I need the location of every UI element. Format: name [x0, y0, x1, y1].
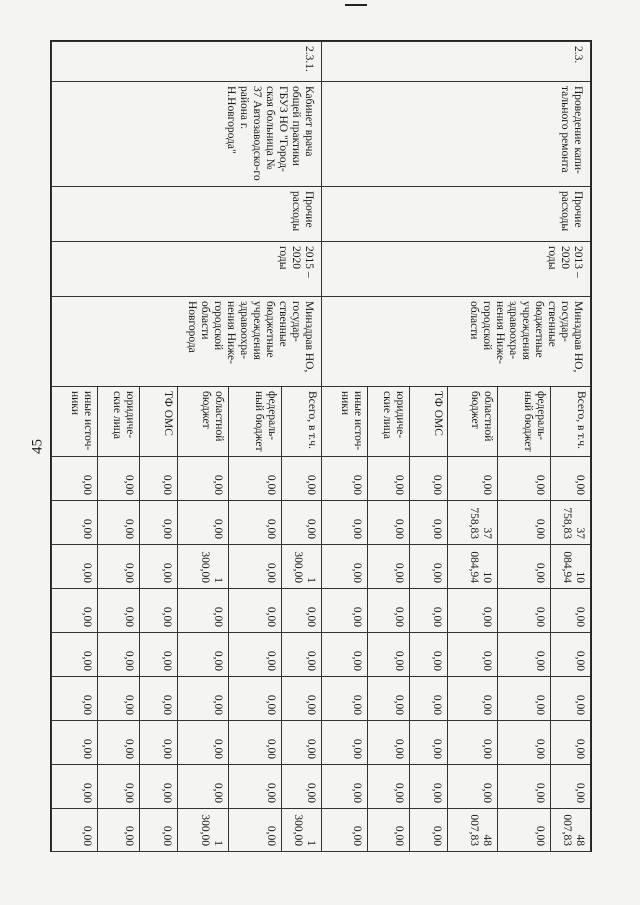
amount-cell: 0,00 [140, 677, 178, 721]
amount-cell: 0,00 [409, 589, 447, 633]
table-row [281, 42, 321, 852]
amount-cell: 0,00 [498, 677, 551, 721]
executor: Минздрав НО, государ-ственные бюджетные учреждения здравоохра-нения Ниже-городской области [321, 297, 590, 387]
period: 2013 – 2020 годы [321, 242, 590, 297]
amount-cell: 0,00 [447, 765, 498, 809]
amount-cell: 1 300,00 [178, 809, 229, 852]
page-number: 45 [29, 439, 46, 454]
amount-cell: 0,00 [498, 809, 551, 852]
amount-cell: 0,00 [228, 589, 281, 633]
funding-source: ТФ ОМС [409, 387, 447, 457]
amount-cell: 0,00 [178, 677, 229, 721]
amount-cell: 0,00 [367, 457, 409, 501]
amount-cell: 0,00 [228, 809, 281, 852]
amount-cell: 0,00 [178, 501, 229, 545]
table-row [551, 42, 591, 852]
amount-cell: 0,00 [321, 809, 367, 852]
budget-table [51, 41, 591, 852]
amount-cell: 0,00 [281, 589, 321, 633]
amount-cell: 0,00 [367, 677, 409, 721]
amount-cell: 0,00 [498, 589, 551, 633]
amount-cell: 0,00 [228, 677, 281, 721]
amount-cell: 0,00 [367, 809, 409, 852]
funding-source: областной бюджет [178, 387, 229, 457]
amount-cell: 0,00 [281, 457, 321, 501]
expense-type: Прочие расходы [321, 187, 590, 242]
amount-cell: 0,00 [281, 721, 321, 765]
funding-source: юридиче-ские лица [367, 387, 409, 457]
amount-cell: 0,00 [140, 633, 178, 677]
amount-cell: 0,00 [178, 457, 229, 501]
amount-cell: 0,00 [321, 721, 367, 765]
amount-cell: 0,00 [321, 677, 367, 721]
funding-source: иные источ-ники [321, 387, 367, 457]
amount-cell: 0,00 [178, 633, 229, 677]
amount-cell: 0,00 [409, 545, 447, 589]
amount-cell: 0,00 [52, 765, 98, 809]
funding-source: Всего, в т.ч. [281, 387, 321, 457]
amount-cell: 0,00 [281, 677, 321, 721]
funding-source: ТФ ОМС [140, 387, 178, 457]
funding-source: областной бюджет [447, 387, 498, 457]
amount-cell: 0,00 [228, 545, 281, 589]
amount-cell: 1 300,00 [281, 809, 321, 852]
amount-cell: 1 300,00 [178, 545, 229, 589]
amount-cell: 0,00 [140, 545, 178, 589]
funding-source: иные источ-ники [52, 387, 98, 457]
amount-cell: 0,00 [140, 809, 178, 852]
executor: Минздрав НО, государ-ственные бюджетные учреждения здравоохра-нения Ниже-городской области Новгорода [52, 297, 322, 387]
amount-cell: 0,00 [409, 633, 447, 677]
amount-cell: 0,00 [321, 501, 367, 545]
amount-cell: 0,00 [409, 677, 447, 721]
amount-cell: 0,00 [367, 633, 409, 677]
scan-artifact [345, 4, 367, 6]
amount-cell: 10 084,94 [447, 545, 498, 589]
amount-cell: 0,00 [98, 633, 140, 677]
amount-cell: 0,00 [498, 545, 551, 589]
amount-cell: 0,00 [498, 501, 551, 545]
amount-cell: 1 300,00 [281, 545, 321, 589]
amount-cell: 0,00 [98, 721, 140, 765]
amount-cell: 0,00 [409, 501, 447, 545]
table-sheet [50, 40, 592, 852]
amount-cell: 0,00 [551, 633, 591, 677]
amount-cell: 0,00 [140, 501, 178, 545]
amount-cell: 0,00 [551, 677, 591, 721]
amount-cell: 0,00 [140, 457, 178, 501]
amount-cell: 0,00 [98, 765, 140, 809]
amount-cell: 0,00 [52, 589, 98, 633]
amount-cell: 0,00 [98, 501, 140, 545]
amount-cell: 0,00 [52, 721, 98, 765]
amount-cell: 0,00 [228, 765, 281, 809]
amount-cell: 0,00 [52, 809, 98, 852]
amount-cell: 0,00 [52, 545, 98, 589]
amount-cell: 0,00 [409, 765, 447, 809]
funding-source: Всего, в т.ч. [551, 387, 591, 457]
amount-cell: 0,00 [228, 501, 281, 545]
amount-cell: 0,00 [321, 633, 367, 677]
rotated-table [51, 41, 591, 851]
amount-cell: 0,00 [98, 677, 140, 721]
amount-cell: 0,00 [228, 633, 281, 677]
amount-cell: 0,00 [551, 721, 591, 765]
amount-cell: 0,00 [228, 457, 281, 501]
amount-cell: 0,00 [281, 633, 321, 677]
expense-type: Прочие расходы [52, 187, 322, 242]
amount-cell: 0,00 [140, 721, 178, 765]
amount-cell: 0,00 [281, 501, 321, 545]
amount-cell: 10 084,94 [551, 545, 591, 589]
funding-source: федераль-ный бюджет [498, 387, 551, 457]
amount-cell: 48 007,83 [551, 809, 591, 852]
amount-cell: 0,00 [52, 677, 98, 721]
amount-cell: 0,00 [498, 457, 551, 501]
amount-cell: 0,00 [98, 545, 140, 589]
amount-cell: 0,00 [447, 677, 498, 721]
amount-cell: 0,00 [228, 721, 281, 765]
amount-cell: 0,00 [498, 633, 551, 677]
amount-cell: 0,00 [498, 765, 551, 809]
amount-cell: 0,00 [447, 633, 498, 677]
amount-cell: 0,00 [367, 721, 409, 765]
amount-cell: 0,00 [367, 501, 409, 545]
amount-cell: 0,00 [321, 545, 367, 589]
amount-cell: 0,00 [98, 809, 140, 852]
funding-source: федераль-ный бюджет [228, 387, 281, 457]
amount-cell: 0,00 [498, 721, 551, 765]
row-code: 2.3.1. [52, 42, 322, 82]
row-title: Кабинет врача общей практики ГБУЗ НО "Город-ская больница № 37 Автозаводско-го района г. Н.Новгорода" [52, 82, 322, 187]
amount-cell: 0,00 [367, 765, 409, 809]
amount-cell: 0,00 [409, 721, 447, 765]
amount-cell: 0,00 [52, 633, 98, 677]
amount-cell: 0,00 [551, 589, 591, 633]
amount-cell: 0,00 [367, 545, 409, 589]
amount-cell: 0,00 [140, 765, 178, 809]
funding-source: юридиче-ские лица [98, 387, 140, 457]
amount-cell: 0,00 [447, 721, 498, 765]
amount-cell: 37 758,83 [447, 501, 498, 545]
amount-cell: 0,00 [321, 457, 367, 501]
amount-cell: 0,00 [281, 765, 321, 809]
amount-cell: 0,00 [178, 765, 229, 809]
amount-cell: 0,00 [409, 457, 447, 501]
amount-cell: 37 758,83 [551, 501, 591, 545]
amount-cell: 48 007,83 [447, 809, 498, 852]
amount-cell: 0,00 [98, 457, 140, 501]
amount-cell: 0,00 [321, 765, 367, 809]
amount-cell: 0,00 [551, 765, 591, 809]
period: 2015 – 2020 годы [52, 242, 322, 297]
amount-cell: 0,00 [447, 457, 498, 501]
row-title: Проведение капи-тального ремонта [321, 82, 590, 187]
amount-cell: 0,00 [409, 809, 447, 852]
amount-cell: 0,00 [140, 589, 178, 633]
amount-cell: 0,00 [321, 589, 367, 633]
amount-cell: 0,00 [178, 721, 229, 765]
amount-cell: 0,00 [178, 589, 229, 633]
amount-cell: 0,00 [447, 589, 498, 633]
amount-cell: 0,00 [367, 589, 409, 633]
amount-cell: 0,00 [551, 457, 591, 501]
amount-cell: 0,00 [52, 501, 98, 545]
amount-cell: 0,00 [98, 589, 140, 633]
amount-cell: 0,00 [52, 457, 98, 501]
row-code: 2.3. [321, 42, 590, 82]
